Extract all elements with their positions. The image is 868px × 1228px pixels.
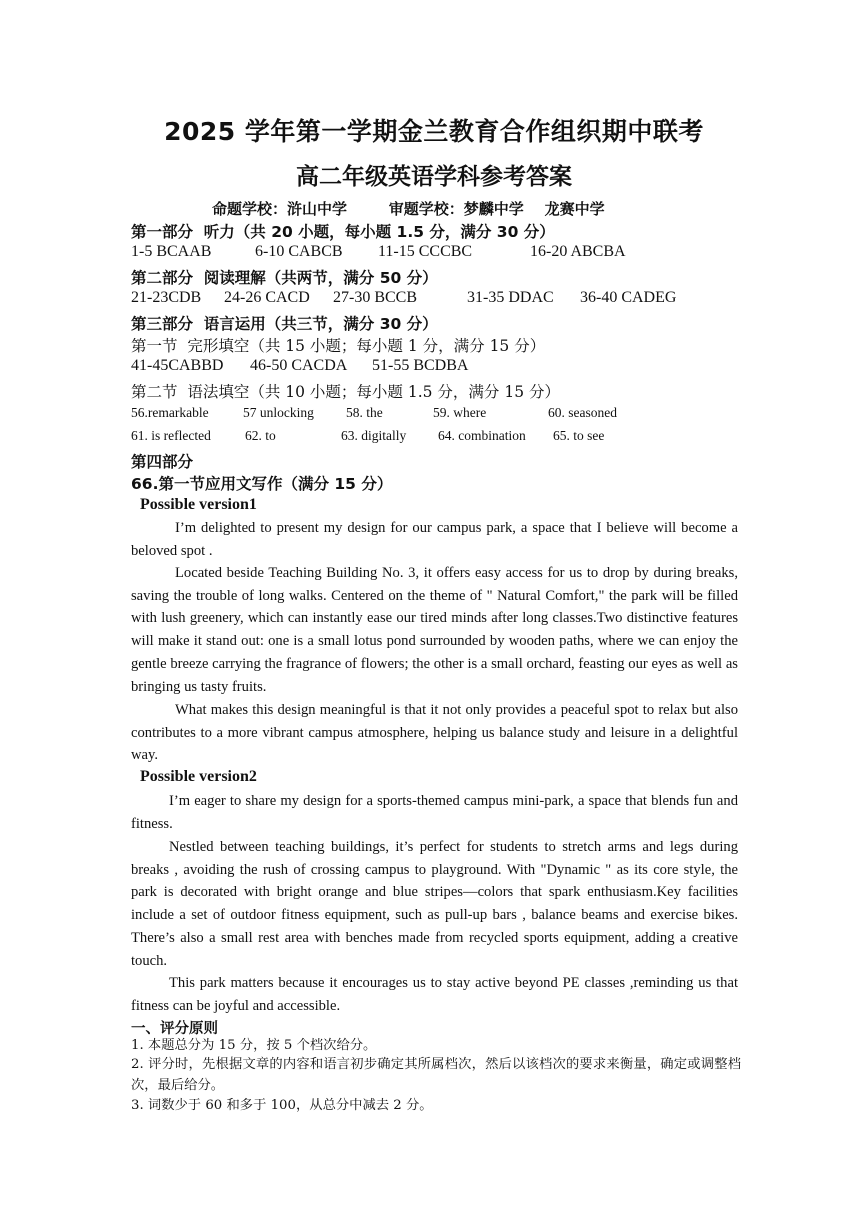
version1-paragraph: What makes this design meaningful is that it not only provides a peaceful spot to relax but also contributes to a more vibrant campus atmosphere, helping us balance study and leisure in a delightful way. [131, 702, 738, 764]
school-credits: 命题学校：浒山中学 审题学校：梦麟中学 龙赛中学 [212, 200, 605, 218]
grammar-answer: 59. where [433, 405, 487, 420]
answer-group: 31-35 DDAC [467, 289, 554, 306]
grammar-answer: 61. is reflected [131, 428, 211, 443]
answer-group: 24-26 CACD [224, 289, 310, 306]
version2-paragraph: This park matters because it encourages us to stay active beyond PE classes ,reminding us that fitness can be joyful and accessible. [131, 975, 738, 1014]
part3-section1-heading: 第一节 完形填空（共 15 小题；每小题 1 分，满分 15 分） [131, 337, 546, 355]
grammar-answer: 60. seasoned [548, 405, 617, 420]
grammar-answer: 58. the [346, 405, 383, 420]
part4-heading: 第四部分 [131, 453, 194, 471]
answer-group: 6-10 CABCB [255, 243, 343, 260]
version1-paragraph: I’m delighted to present my design for our campus park, a space that I believe will become a beloved spot . [131, 520, 738, 559]
part2-heading: 第二部分 阅读理解（共两节，满分 50 分） [131, 269, 438, 287]
answer-group: 51-55 BCDBA [372, 357, 469, 374]
grading-rule: 2. 评分时，先根据文章的内容和语言初步确定其所属档次，然后以该档次的要求来衡量，确定或调整档次，最后给分。 [131, 1057, 741, 1093]
answer-group: 1-5 BCAAB [131, 243, 212, 260]
grading-rule: 3. 词数少于 60 和多于 100，从总分中减去 2 分。 [131, 1098, 433, 1113]
grammar-answer: 65. to see [553, 428, 605, 443]
grammar-answer: 62. to [245, 428, 276, 443]
grading-heading: 一、评分原则 [131, 1021, 218, 1037]
page-title: 2025 学年第一学期金兰教育合作组织期中联考 [164, 117, 704, 146]
version1-label: Possible version1 [140, 496, 257, 513]
version1-paragraph: Located beside Teaching Building No. 3, it offers easy access for us to drop by during breaks, saving the trouble of long walks. Centered on the theme of " Natural Comfort," the park will be filled with lush greenery, which can instantly ease our tired minds after long classes.Two distinctive features will make it stand out: one is a small lotus pond surrounded by wooden paths, where we can enjoy the gentle breeze carrying the fragrance of flowers; the other is a small orchard, feasting our eyes as well as bringing us tasty fruits. [131, 565, 738, 695]
grammar-answer: 64. combination [438, 428, 526, 443]
answer-group: 41-45CABBD [131, 357, 224, 374]
answer-group: 46-50 CACDA [250, 357, 348, 374]
version2-paragraph: I’m eager to share my design for a sports-themed campus mini-park, a space that blends fun and fitness. [131, 793, 738, 832]
grammar-answer: 63. digitally [341, 428, 407, 443]
answer-group: 16-20 ABCBA [530, 243, 626, 260]
part3-section2-heading: 第二节 语法填空（共 10 小题；每小题 1.5 分，满分 15 分） [131, 383, 561, 401]
version2-paragraph: Nestled between teaching buildings, it’s perfect for students to stretch arms and legs during breaks , avoiding the rush of crossing campus to playground. With "Dynamic " as its core style, the park is decorated with bright orange and blue stripes—colors that spark enthusiasm.Key facilities include a set of outdoor fitness equipment, such as pull-up bars , balance beams and exercise bikes. There’s also a small rest area with benches made from recycled sports equipment, adding a creative touch. [131, 839, 738, 969]
answer-group: 11-15 CCCBC [378, 243, 473, 260]
answer-group: 27-30 BCCB [333, 289, 418, 306]
grammar-answer: 56.remarkable [131, 405, 209, 420]
part3-heading: 第三部分 语言运用（共三节，满分 30 分） [131, 315, 438, 333]
part1-heading: 第一部分 听力（共 20 小题，每小题 1.5 分，满分 30 分） [131, 223, 555, 241]
writing-heading: 66.第一节应用文写作（满分 15 分） [131, 475, 393, 493]
grammar-answer: 57 unlocking [243, 405, 314, 420]
answer-group: 21-23CDB [131, 289, 202, 306]
version2-label: Possible version2 [140, 768, 257, 785]
answer-group: 36-40 CADEG [580, 289, 677, 306]
grading-rule: 1. 本题总分为 15 分，按 5 个档次给分。 [131, 1038, 377, 1053]
page-subtitle: 高二年级英语学科参考答案 [296, 164, 572, 190]
